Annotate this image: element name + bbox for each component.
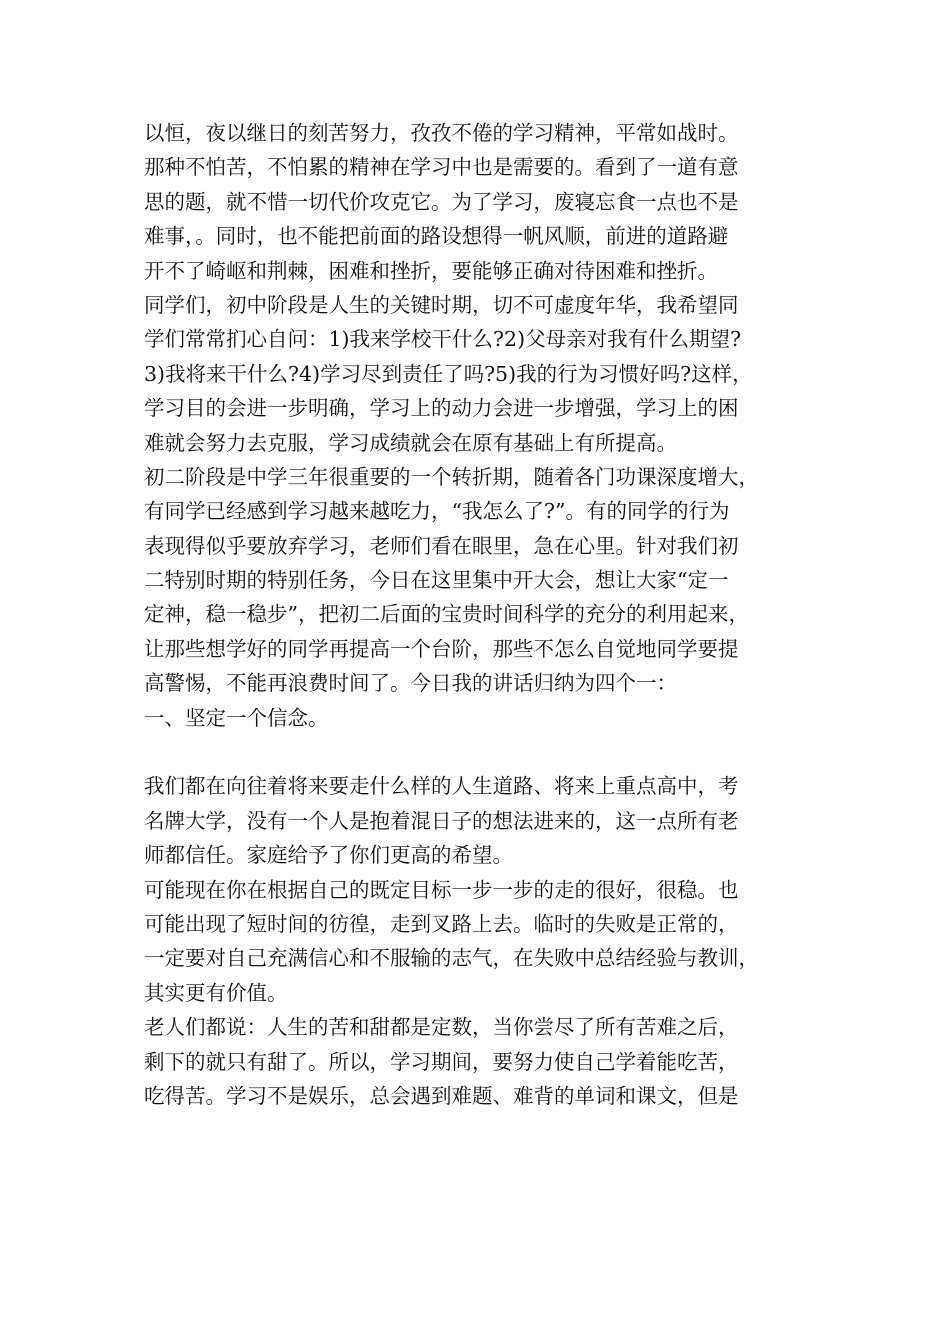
text-line: 学们常常扪心自问：1)我来学校干什么?2)父母亲对我有什么期望? bbox=[144, 327, 742, 352]
section-heading: 一、坚定一个信念。 bbox=[144, 705, 329, 730]
text-line: 同学们，初中阶段是人生的关键时期，切不可虚度年华，我希望同 bbox=[144, 292, 739, 317]
text-line: 其实更有价值。 bbox=[144, 980, 288, 1005]
text-line: 难就会努力去克服，学习成绩就会在原有基础上有所提高。 bbox=[144, 430, 677, 455]
text-line: 老人们都说：人生的苦和甜都是定数，当你尝尽了所有苦难之后， bbox=[144, 1015, 739, 1040]
text-line: 有同学已经感到学习越来越吃力，“我怎么了?”。有的同学的行为 bbox=[144, 499, 730, 524]
text-line: 思的题，就不惜一切代价攻克它。为了学习，废寝忘食一点也不是 bbox=[144, 189, 739, 214]
blank-line bbox=[144, 735, 824, 769]
text-line: 二特别时期的特别任务，今日在这里集中开大会，想让大家“定一 bbox=[144, 568, 729, 593]
text-line: 3)我将来干什么?4)学习尽到责任了吗?5)我的行为习惯好吗?这样， bbox=[144, 361, 753, 386]
text-line: 高警惕，不能再浪费时间了。今日我的讲话归纳为四个一： bbox=[144, 671, 677, 696]
text-line: 表现得似乎要放弃学习，老师们看在眼里，急在心里。针对我们初 bbox=[144, 533, 739, 558]
text-line: 一定要对自己充满信心和不服输的志气，在失败中总结经验与教训， bbox=[144, 946, 759, 971]
text-line: 以恒，夜以继日的刻苦努力，孜孜不倦的学习精神，平常如战时。 bbox=[144, 121, 739, 145]
text-line: 难事，。同时，也不能把前面的路设想得一帆风顺，前进的道路避 bbox=[144, 224, 729, 249]
text-line: 开不了崎岖和荆棘，困难和挫折，要能够正确对待困难和挫折。 bbox=[144, 258, 718, 283]
text-line: 那种不怕苦，不怕累的精神在学习中也是需要的。看到了一道有意 bbox=[144, 155, 739, 180]
body-text bbox=[144, 116, 824, 1113]
text-line: 学习目的会进一步明确，学习上的动力会进一步增强，学习上的困 bbox=[144, 396, 739, 421]
text-line: 吃得苦。学习不是娱乐，总会遇到难题、难背的单词和课文，但是 bbox=[144, 1083, 739, 1108]
text-line: 可能出现了短时间的彷徨，走到叉路上去。临时的失败是正常的， bbox=[144, 911, 739, 936]
text-line: 让那些想学好的同学再提高一个台阶，那些不怎么自觉地同学要提 bbox=[144, 636, 739, 661]
text-line: 名牌大学，没有一个人是抱着混日子的想法进来的，这一点所有老 bbox=[144, 808, 739, 833]
text-line: 我们都在向往着将来要走什么样的人生道路、将来上重点高中，考 bbox=[144, 774, 739, 799]
text-line: 可能现在你在根据自己的既定目标一步一步的走的很好，很稳。也 bbox=[144, 877, 739, 902]
text-line: 定神，稳一稳步”，把初二后面的宝贵时间科学的充分的利用起来， bbox=[144, 602, 749, 627]
text-line: 剩下的就只有甜了。所以，学习期间，要努力使自己学着能吃苦， bbox=[144, 1049, 739, 1074]
text-line: 师都信任。家庭给予了你们更高的希望。 bbox=[144, 843, 513, 868]
text-line: 初二阶段是中学三年很重要的一个转折期，随着各门功课深度增大， bbox=[144, 464, 759, 489]
